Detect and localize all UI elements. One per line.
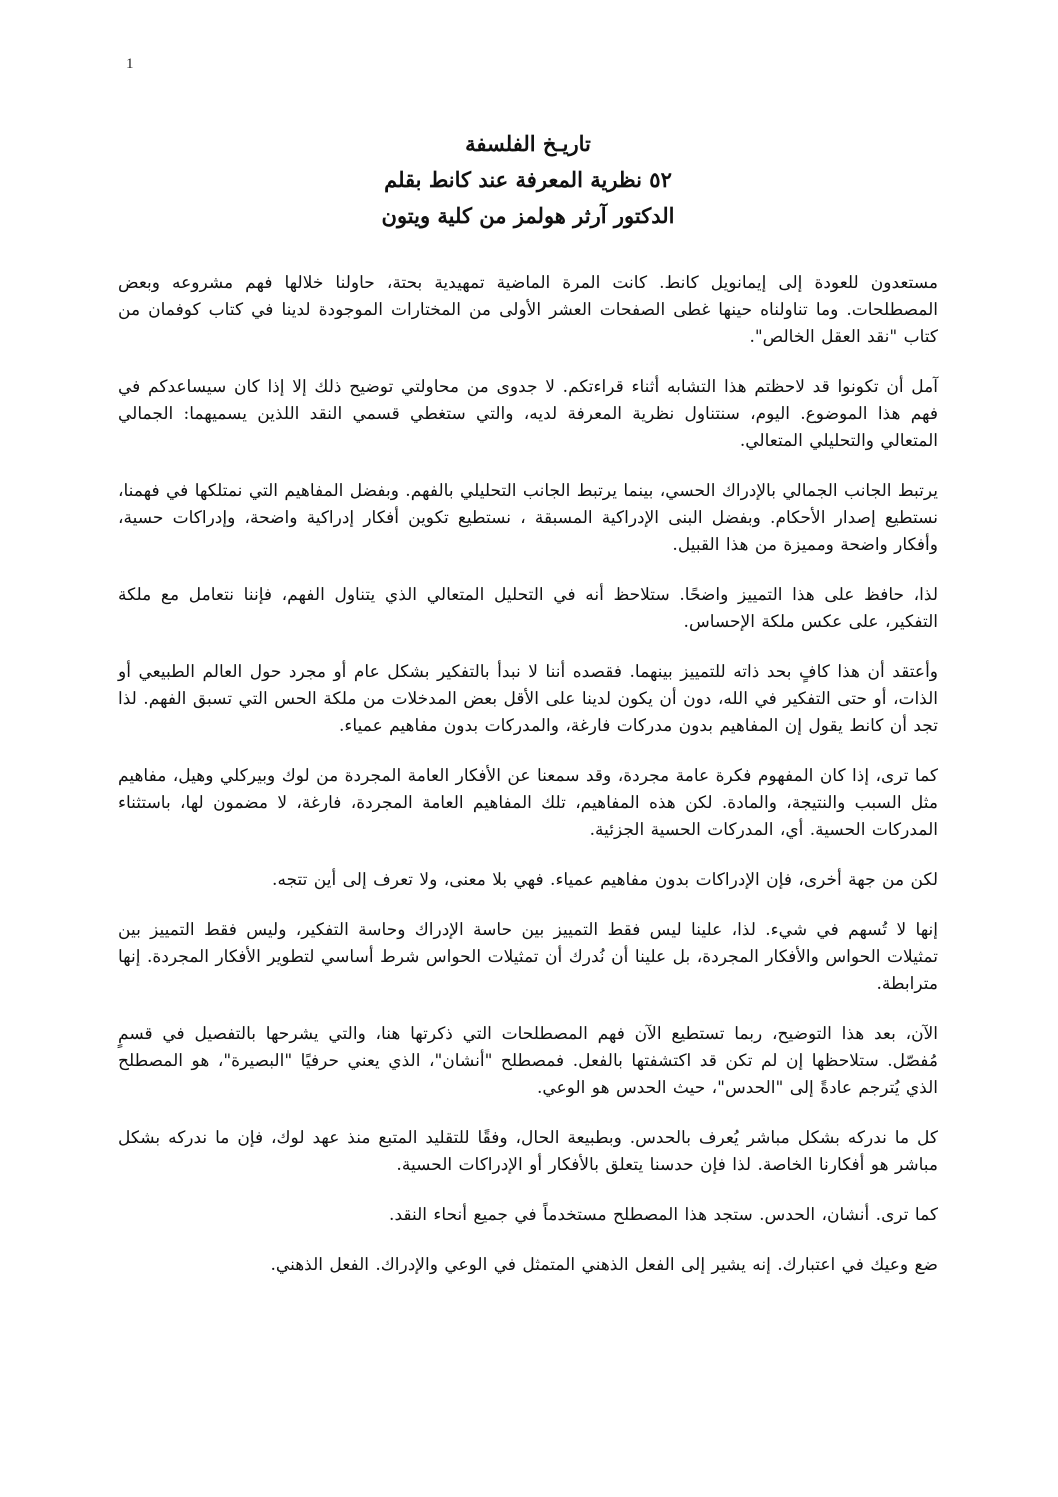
- paragraph: الآن، بعد هذا التوضيح، ربما تستطيع الآن فهم المصطلحات التي ذكرتها هنا، والتي يشرحها بالتفصيل في قسمٍ مُفصّل. ستلاحظها إن لم تكن قد اكتشفتها بالفعل. فمصطلح "أنشان"، الذي يعني حرفيًا "البصيرة"، هو المصطلح الذي يُترجم عادةً إلى "الحدس"، حيث الحدس هو الوعي.: [118, 1024, 938, 1098]
- title-line-1: تاريـخ الفلسفة: [465, 131, 591, 156]
- title-line-3: الدكتور آرثر هولمز من كلية ويتون: [381, 203, 675, 228]
- page-number: 1: [126, 56, 134, 72]
- paragraph: كل ما ندركه بشكل مباشر يُعرف بالحدس. وبطبيعة الحال، وفقًا للتقليد المتبع منذ عهد لوك، فإن ما ندركه بشكل مباشر هو أفكارنا الخاصة. لذا فإن حدسنا يتعلق بالأفكار أو الإدراكات الحسية.: [118, 1128, 938, 1175]
- paragraph: وأعتقد أن هذا كافٍ بحد ذاته للتمييز بينهما. فقصده أننا لا نبدأ بالتفكير بشكل عام أو مجرد حول العالم الطبيعي أو الذات، أو حتى التفكير في الله، دون أن يكون لدينا على الأقل بعض المدخلات من ملكة الحس التي تسبق الفهم. لذا تجد أن كانط يقول إن المفاهيم بدون مدركات فارغة، والمدركات بدون مفاهيم عمياء.: [118, 662, 938, 736]
- paragraph: ضع وعيك في اعتبارك. إنه يشير إلى الفعل الذهني المتمثل في الوعي والإدراك. الفعل الذهني.: [270, 1255, 938, 1275]
- paragraph: كما ترى. أنشان، الحدس. ستجد هذا المصطلح مستخدماً في جميع أنحاء النقد.: [389, 1205, 938, 1225]
- paragraph: يرتبط الجانب الجمالي بالإدراك الحسي، بينما يرتبط الجانب التحليلي بالفهم. وبفضل المفاهيم التي نمتلكها في فهمنا، نستطيع إصدار الأحكام. وبفضل البنى الإدراكية المسبقة ، نستطيع تكوين أفكار إدراكية واضحة، وإدراكات حسية، وأفكار واضحة ومميزة من هذا القبيل.: [118, 481, 938, 555]
- paragraph: آمل أن تكونوا قد لاحظتم هذا التشابه أثناء قراءتكم. لا جدوى من محاولتي توضيح ذلك إلا إذا كان سيساعدكم في فهم هذا الموضوع. اليوم، سنتناول نظرية المعرفة لديه، والتي ستغطي قسمي النقد اللذين يسميهما: الجمالي المتعالي والتحليلي المتعالي.: [118, 377, 938, 451]
- document-title: [118, 126, 938, 234]
- body-text: [118, 270, 938, 1279]
- paragraph: لكن من جهة أخرى، فإن الإدراكات بدون مفاهيم عمياء. فهي بلا معنى، ولا تعرف إلى أين تتجه.: [272, 870, 938, 890]
- paragraph: كما ترى، إذا كان المفهوم فكرة عامة مجردة، وقد سمعنا عن الأفكار العامة المجردة من لوك وبيركلي وهيل، مفاهيم مثل السبب والنتيجة، والمادة. لكن هذه المفاهيم، تلك المفاهيم العامة المجردة، فارغة، لا مضمون لها، باستثناء المدركات الحسية. أي، المدركات الحسية الجزئية.: [118, 766, 938, 840]
- title-line-2: ٥٢ نظرية المعرفة عند كانط بقلم: [384, 167, 672, 192]
- paragraph: إنها لا تُسهم في شيء. لذا، علينا ليس فقط التمييز بين حاسة الإدراك وحاسة التفكير، وليس فقط التمييز بين تمثيلات الحواس والأفكار المجردة، بل علينا أن نُدرك أن تمثيلات الحواس شرط أساسي لتطوير الأفكار المجردة. إنها مترابطة.: [118, 920, 938, 994]
- paragraph: لذا، حافظ على هذا التمييز واضحًا. ستلاحظ أنه في التحليل المتعالي الذي يتناول الفهم، فإننا نتعامل مع ملكة التفكير، على عكس ملكة الإحساس.: [118, 585, 938, 632]
- paragraph: مستعدون للعودة إلى إيمانويل كانط. كانت المرة الماضية تمهيدية بحتة، حاولنا خلالها فهم مشروعه وبعض المصطلحات. وما تناولناه حينها غطى الصفحات العشر الأولى من المختارات الموجودة لدينا في كتاب كوفمان من كتاب "نقد العقل الخالص".: [118, 273, 938, 347]
